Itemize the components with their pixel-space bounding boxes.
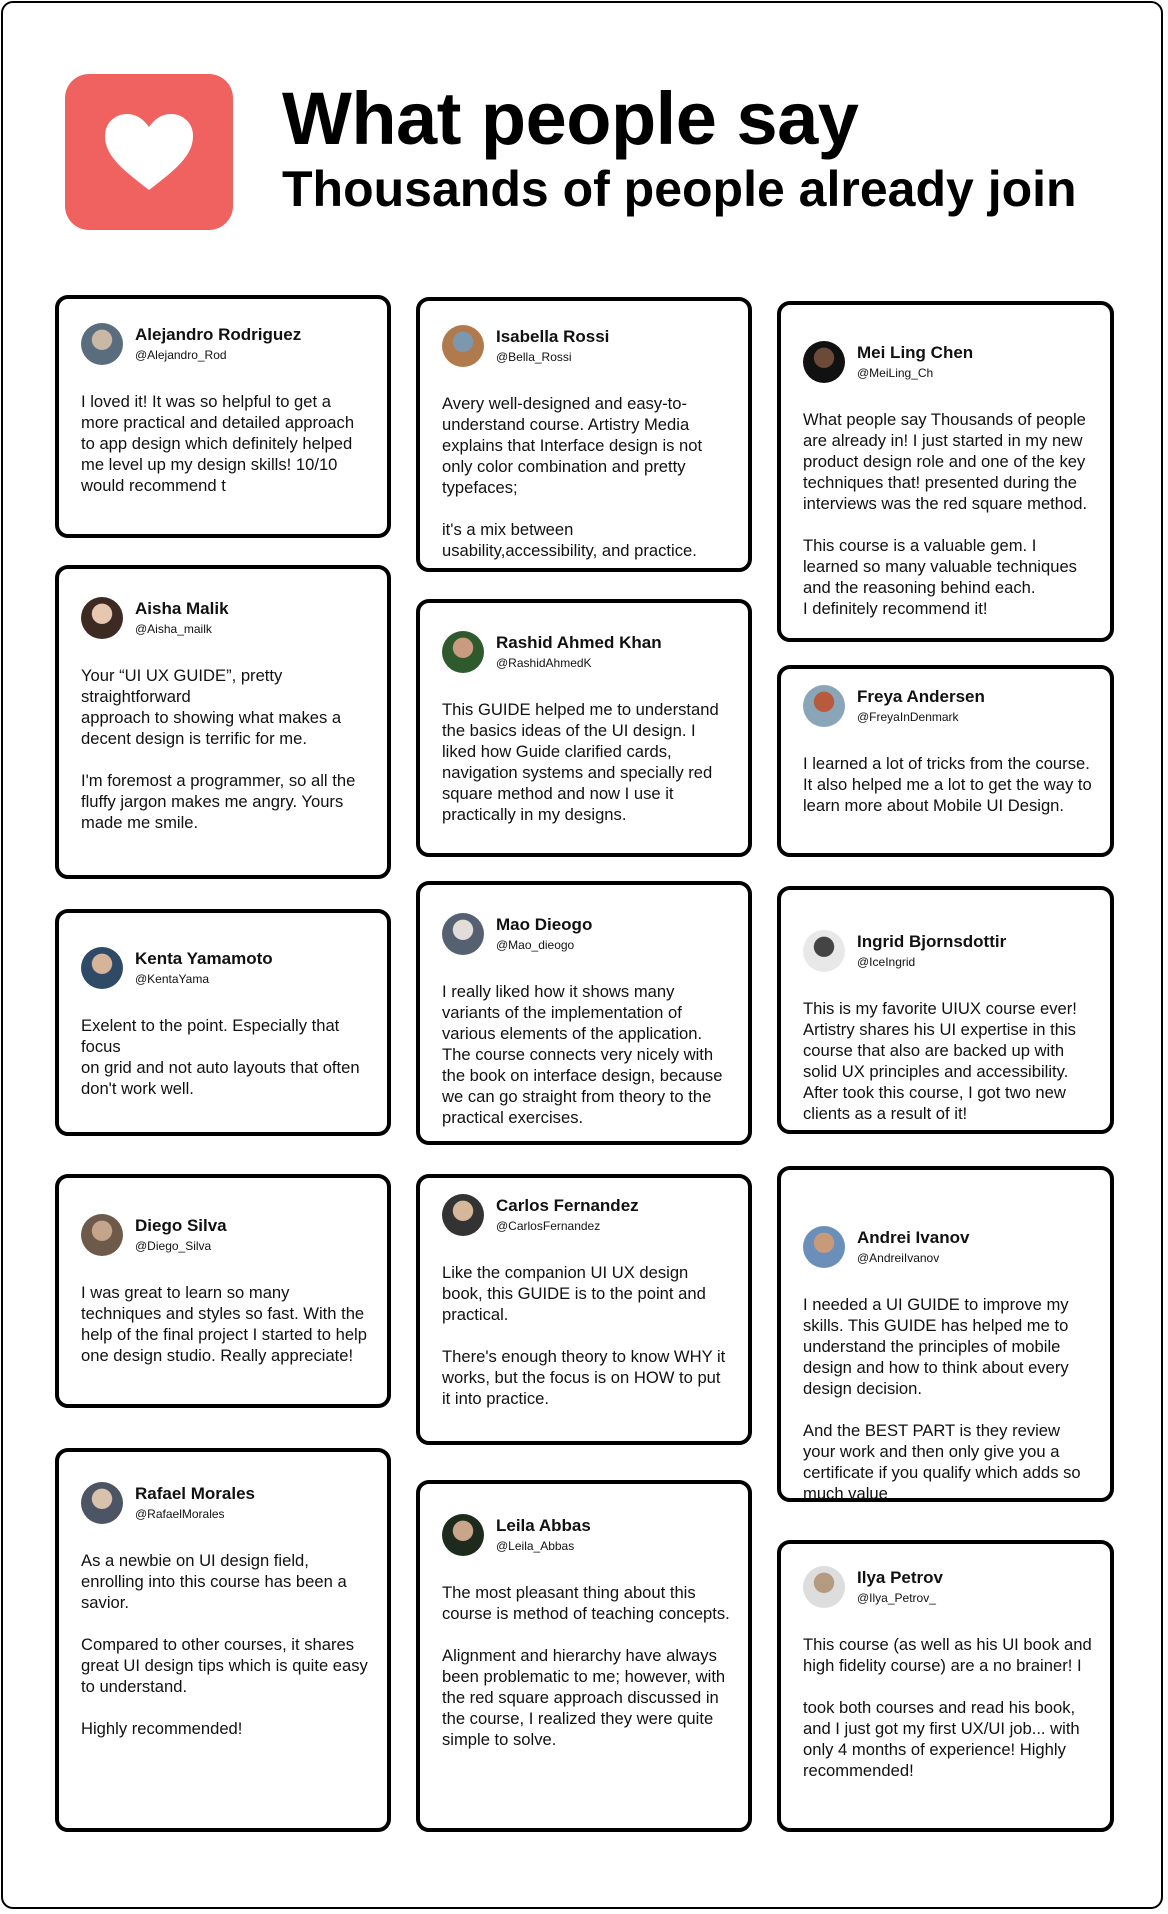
author-handle: @RafaelMorales xyxy=(135,1507,225,1521)
author-handle: @Diego_Silva xyxy=(135,1239,212,1253)
author-handle: @Mao_dieogo xyxy=(496,938,575,952)
avatar xyxy=(442,325,484,367)
testimonial-text: I loved it! It was so helpful to get a more practical and detailed approach to app design which definitely helped me level up my design skills! 10/10 would recommend t xyxy=(81,392,355,495)
avatar xyxy=(81,947,123,989)
author-handle: @RashidAhmedK xyxy=(496,656,592,670)
author-handle: @Aisha_mailk xyxy=(135,622,212,636)
author-name: Andrei Ivanov xyxy=(857,1228,970,1247)
avatar xyxy=(81,1482,123,1524)
author-name: Ilya Petrov xyxy=(857,1568,943,1587)
testimonial-card xyxy=(416,1174,752,1445)
testimonial-header xyxy=(81,323,369,365)
testimonial-card xyxy=(416,297,752,572)
testimonial-text: I really liked how it shows many variants of the implementation of various elements of the application. The course connects very nicely with the book on interface design, because we can go straight from theory to the practical exercises. xyxy=(442,982,723,1127)
testimonial-card xyxy=(55,295,391,538)
testimonial-header xyxy=(81,947,369,989)
testimonial-header xyxy=(442,631,730,673)
logo-tile xyxy=(65,74,233,230)
testimonial-card xyxy=(55,1174,391,1408)
author-name: Mao Dieogo xyxy=(496,915,593,934)
avatar xyxy=(442,631,484,673)
testimonial-card xyxy=(416,599,752,857)
avatar xyxy=(803,930,845,972)
testimonial-header xyxy=(803,341,1092,383)
author-name: Carlos Fernandez xyxy=(496,1196,639,1215)
testimonial-text: What people say Thousands of people are already in! I just started in my new product design role and one of the key techniques that! presented during the interviews was the red square method. This course is a valuable gem. I learned so many valuable techniques and the reasoning behind each. I definitely recommend it! xyxy=(803,410,1088,618)
avatar xyxy=(81,597,123,639)
testimonial-header xyxy=(803,1566,1092,1608)
testimonial-header xyxy=(81,597,369,639)
author-name: Diego Silva xyxy=(135,1216,227,1235)
author-name: Kenta Yamamoto xyxy=(135,949,273,968)
testimonial-card xyxy=(416,1480,752,1832)
testimonial-text: Your “UI UX GUIDE”, pretty straightforward approach to showing what makes a decent design is terrific for me. I'm foremost a programmer, so all the fluffy jargon makes me angry. Yours made me smile. xyxy=(81,666,356,832)
testimonial-text: I learned a lot of tricks from the course. It also helped me a lot to get the way to learn more about Mobile UI Design. xyxy=(803,754,1092,815)
testimonial-header xyxy=(442,913,730,955)
author-handle: @KentaYama xyxy=(135,972,209,986)
author-handle: @Bella_Rossi xyxy=(496,350,572,364)
heart-icon xyxy=(103,112,195,192)
testimonial-text: Exelent to the point. Especially that focus on grid and not auto layouts that often don't work well. xyxy=(81,1016,360,1098)
author-name: Mei Ling Chen xyxy=(857,343,974,362)
testimonial-card xyxy=(55,909,391,1136)
avatar xyxy=(803,685,845,727)
avatar xyxy=(803,341,845,383)
testimonial-text: Like the companion UI UX design book, this GUIDE is to the point and practical. There's enough theory to know WHY it works, but the focus is on HOW to put it into practice. xyxy=(442,1263,726,1408)
author-name: Rafael Morales xyxy=(135,1484,255,1503)
author-handle: @FreyaInDenmark xyxy=(857,710,959,724)
testimonial-card xyxy=(55,1448,391,1832)
testimonial-text: This is my favorite UIUX course ever! Artistry shares his UI expertise in this course that also are backed up with solid UX principles and accessibility. After took this course, I got two new clients as a result of it! xyxy=(803,999,1077,1123)
author-handle: @AndreiIvanov xyxy=(857,1251,940,1265)
page-subtitle: Thousands of people already join xyxy=(282,161,1077,217)
testimonial-text: I needed a UI GUIDE to improve my skills. This GUIDE has helped me to understand the principles of mobile design and how to think about every design decision. And the BEST PART is they review your work and then only give you a certificate if you qualify which adds so much value xyxy=(803,1295,1081,1503)
avatar xyxy=(442,1514,484,1556)
author-handle: @CarlosFernandez xyxy=(496,1219,601,1233)
testimonial-text: Avery well-designed and easy-to-understand course. Artistry Media explains that Interface design is not only color combination and pretty typefaces; it's a mix between usability,accessibility, and practice. xyxy=(442,394,703,560)
testimonial-text: As a newbie on UI design field, enrolling into this course has been a savior. Compared to other courses, it shares great UI design tips which is quite easy to understand. Highly recommended! xyxy=(81,1551,368,1738)
testimonial-header xyxy=(81,1214,369,1256)
testimonial-text: This course (as well as his UI book and high fidelity course) are a no brainer! I took both courses and read his book, and I just got my first UX/UI job... with only 4 months of experience! Highly recommended! xyxy=(803,1635,1092,1780)
testimonial-card xyxy=(55,565,391,879)
testimonial-header xyxy=(803,930,1092,972)
author-name: Alejandro Rodriguez xyxy=(135,325,302,344)
testimonial-card xyxy=(777,886,1114,1134)
testimonial-header xyxy=(442,1514,730,1556)
testimonial-header xyxy=(803,1226,1092,1268)
avatar xyxy=(803,1226,845,1268)
testimonial-header xyxy=(442,1194,730,1236)
testimonial-card xyxy=(416,881,752,1145)
author-handle: @IceIngrid xyxy=(857,955,916,969)
testimonial-card xyxy=(777,301,1114,642)
author-name: Aisha Malik xyxy=(135,599,229,618)
author-handle: @Alejandro_Rod xyxy=(135,348,227,362)
avatar xyxy=(442,913,484,955)
testimonial-text: This GUIDE helped me to understand the basics ideas of the UI design. I liked how Guide clarified cards, navigation systems and specially red square method and now I use it practically in my designs. xyxy=(442,700,719,824)
testimonial-header xyxy=(442,325,730,367)
testimonial-card xyxy=(777,665,1114,857)
testimonial-text: I was great to learn so many techniques and styles so fast. With the help of the final project I started to help one design studio. Really appreciate! xyxy=(81,1283,367,1365)
testimonial-card xyxy=(777,1166,1114,1502)
author-name: Rashid Ahmed Khan xyxy=(496,633,662,652)
avatar xyxy=(442,1194,484,1236)
author-handle: @MeiLing_Ch xyxy=(857,366,934,380)
avatar xyxy=(81,1214,123,1256)
avatar xyxy=(81,323,123,365)
author-handle: @Ilya_Petrov_ xyxy=(857,1591,936,1605)
author-name: Leila Abbas xyxy=(496,1516,591,1535)
author-handle: @Leila_Abbas xyxy=(496,1539,575,1553)
testimonial-card xyxy=(777,1540,1114,1832)
testimonial-text: The most pleasant thing about this course is method of teaching concepts. Alignment and hierarchy have always been problematic to me; however, with the red square approach discussed in the course, I realized they were quite simple to solve. xyxy=(442,1583,730,1749)
avatar xyxy=(803,1566,845,1608)
author-name: Isabella Rossi xyxy=(496,327,610,346)
page-title: What people say xyxy=(282,77,859,160)
author-name: Freya Andersen xyxy=(857,687,985,706)
testimonial-header xyxy=(803,685,1092,727)
testimonial-header xyxy=(81,1482,369,1524)
author-name: Ingrid Bjornsdottir xyxy=(857,932,1007,951)
